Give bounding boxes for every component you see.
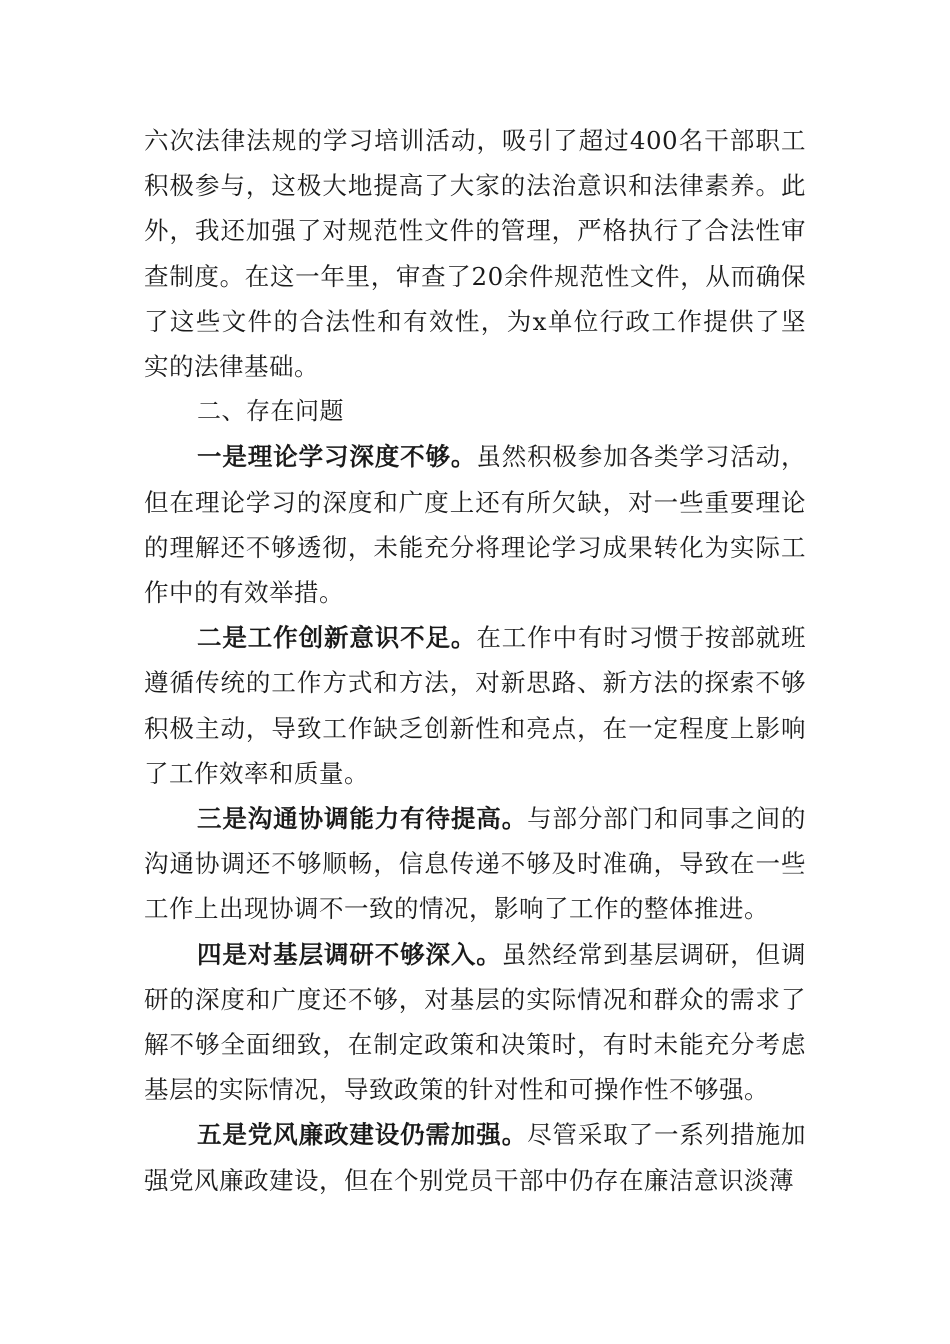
issue-body-3: 与部分部门和同事之间的沟通协调还不够顺畅，信息传递不够及时准确，导致在一些工作上出现协调不一致的情况，影响了工作的整体推进。 <box>144 804 807 924</box>
issue-lead-3: 三是沟通协调能力有待提高。 <box>197 804 528 834</box>
issue-body-5: 尽管采取了一系列措施加强党风廉政建设，但在个别党员干部中仍存在廉洁意识淡薄 <box>144 1120 807 1195</box>
document-page <box>144 118 806 1203</box>
continuation-paragraph: 六次法律法规的学习培训活动，吸引了超过400名干部职工积极参与，这极大地提高了大家的法治意识和法律素养。此外，我还加强了对规范性文件的管理，严格执行了合法性审查制度。在这一年里，审查了20余件规范性文件，从而确保了这些文件的合法性和有效性，为x单位行政工作提供了坚实的法律基础。 <box>144 126 806 382</box>
issue-body-4: 虽然经常到基层调研，但调研的深度和广度还不够，对基层的实际情况和群众的需求了解不够全面细致，在制定政策和决策时，有时未能充分考虑基层的实际情况，导致政策的针对性和可操作性不够强。 <box>144 939 807 1105</box>
issue-paragraph-2 <box>144 615 806 796</box>
issue-paragraph-1 <box>144 434 806 615</box>
issue-lead-1: 一是理论学习深度不够。 <box>197 442 477 472</box>
issue-lead-4: 四是对基层调研不够深入。 <box>197 939 502 969</box>
issue-body-1: 虽然积极参加各类学习活动，但在理论学习的深度和广度上还有所欠缺，对一些重要理论的理解还不够透彻，未能充分将理论学习成果转化为实际工作中的有效举措。 <box>144 442 807 608</box>
issue-body-2: 在工作中有时习惯于按部就班遵循传统的工作方式和方法，对新思路、新方法的探索不够积极主动，导致工作缺乏创新性和亮点，在一定程度上影响了工作效率和质量。 <box>144 623 807 788</box>
issue-paragraph-4 <box>144 932 806 1113</box>
issue-paragraph-5 <box>144 1112 806 1202</box>
section-heading: 二、存在问题 <box>197 397 344 426</box>
issue-paragraph-3 <box>144 796 806 932</box>
issue-lead-5: 五是党风廉政建设仍需加强。 <box>197 1120 528 1150</box>
issue-lead-2: 二是工作创新意识不足。 <box>197 623 477 653</box>
